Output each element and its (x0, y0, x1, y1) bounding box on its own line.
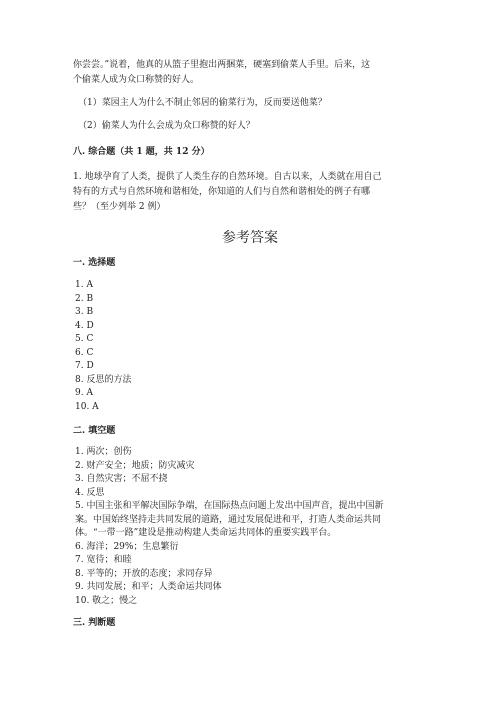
section-8-heading: 八. 综合题（共 1 题，共 12 分） (73, 147, 210, 157)
answer-item: 1. 两次；创伤 (75, 447, 132, 457)
answer-item: 9. 共同发展；和平；人类命运共同体 (75, 582, 222, 592)
answer-item: 7. D (75, 361, 94, 371)
section-8-question-line-2: 特有的方式与自然环境和谐相处，你知道的人们与自然和谐相处的例子有哪 (73, 187, 371, 197)
sub-question-1: （1）菜园主人为什么不制止邻居的偷菜行为，反而要送他菜？ (78, 98, 327, 108)
story-line-1: 你尝尝。”说着，他真的从篮子里抱出两捆菜，硬塞到偷菜人手里。后来，这 (73, 60, 371, 70)
section-8-question-line-1: 1. 地球孕育了人类，提供了人类生存的自然环境。自古以来，人类就在用自己 (73, 172, 382, 182)
part-2-answer-list (75, 446, 443, 608)
answers-title: 参考答案 (222, 230, 278, 246)
answer-item: 8. 平等的；开放的态度；求同存异 (75, 568, 213, 579)
answer-item: 2. B (75, 293, 94, 304)
answer-item: 10. 敬之；慢之 (75, 595, 138, 606)
sub-question-2: （2）偷菜人为什么会成为众口称赞的好人？ (78, 121, 255, 131)
answer-item: 6. 海洋；29%；生息繁衍 (75, 541, 179, 552)
answer-item: 案。中国始终坚持走共同发展的道路，通过发展促进和平，打造人类命运共同 (75, 514, 382, 525)
section-8-question-line-3: 些？（至少列举 2 例） (73, 202, 166, 212)
answer-item: 3. B (75, 307, 94, 317)
part-2-heading: 二. 填空题 (73, 426, 116, 436)
answer-item: 4. 反思 (75, 487, 105, 498)
answer-item: 5. 中国主张和平解决国际争端，在国际热点问题上发出中国声音，提出中国新 (75, 501, 384, 511)
story-line-2: 个偷菜人成为众口称赞的好人。 (73, 75, 200, 85)
answer-item: 1. A (75, 280, 93, 290)
answer-item: 7. 宽待；和睦 (75, 555, 132, 565)
answer-item: 4. D (75, 320, 94, 331)
answer-item: 8. 反思的方法 (75, 374, 132, 385)
answer-item: 2. 财产安全；地质；防灾减灾 (75, 460, 195, 471)
answer-item: 6. C (75, 347, 94, 358)
story-paragraph (73, 58, 438, 88)
answer-item: 10. A (75, 401, 99, 412)
answer-item: 5. C (75, 334, 94, 344)
part-3-heading: 三. 判断题 (73, 618, 116, 628)
part-1-heading: 一. 选择题 (73, 258, 116, 268)
answer-item: 9. A (75, 388, 93, 398)
section-8-question (73, 170, 438, 215)
answer-item: 3. 自然灾害；不屈不挠 (75, 474, 168, 484)
answer-item: 体。“一带一路”建设是推动构建人类命运共同体的重要实践平台。 (75, 528, 337, 538)
part-1-answer-list (75, 279, 131, 414)
